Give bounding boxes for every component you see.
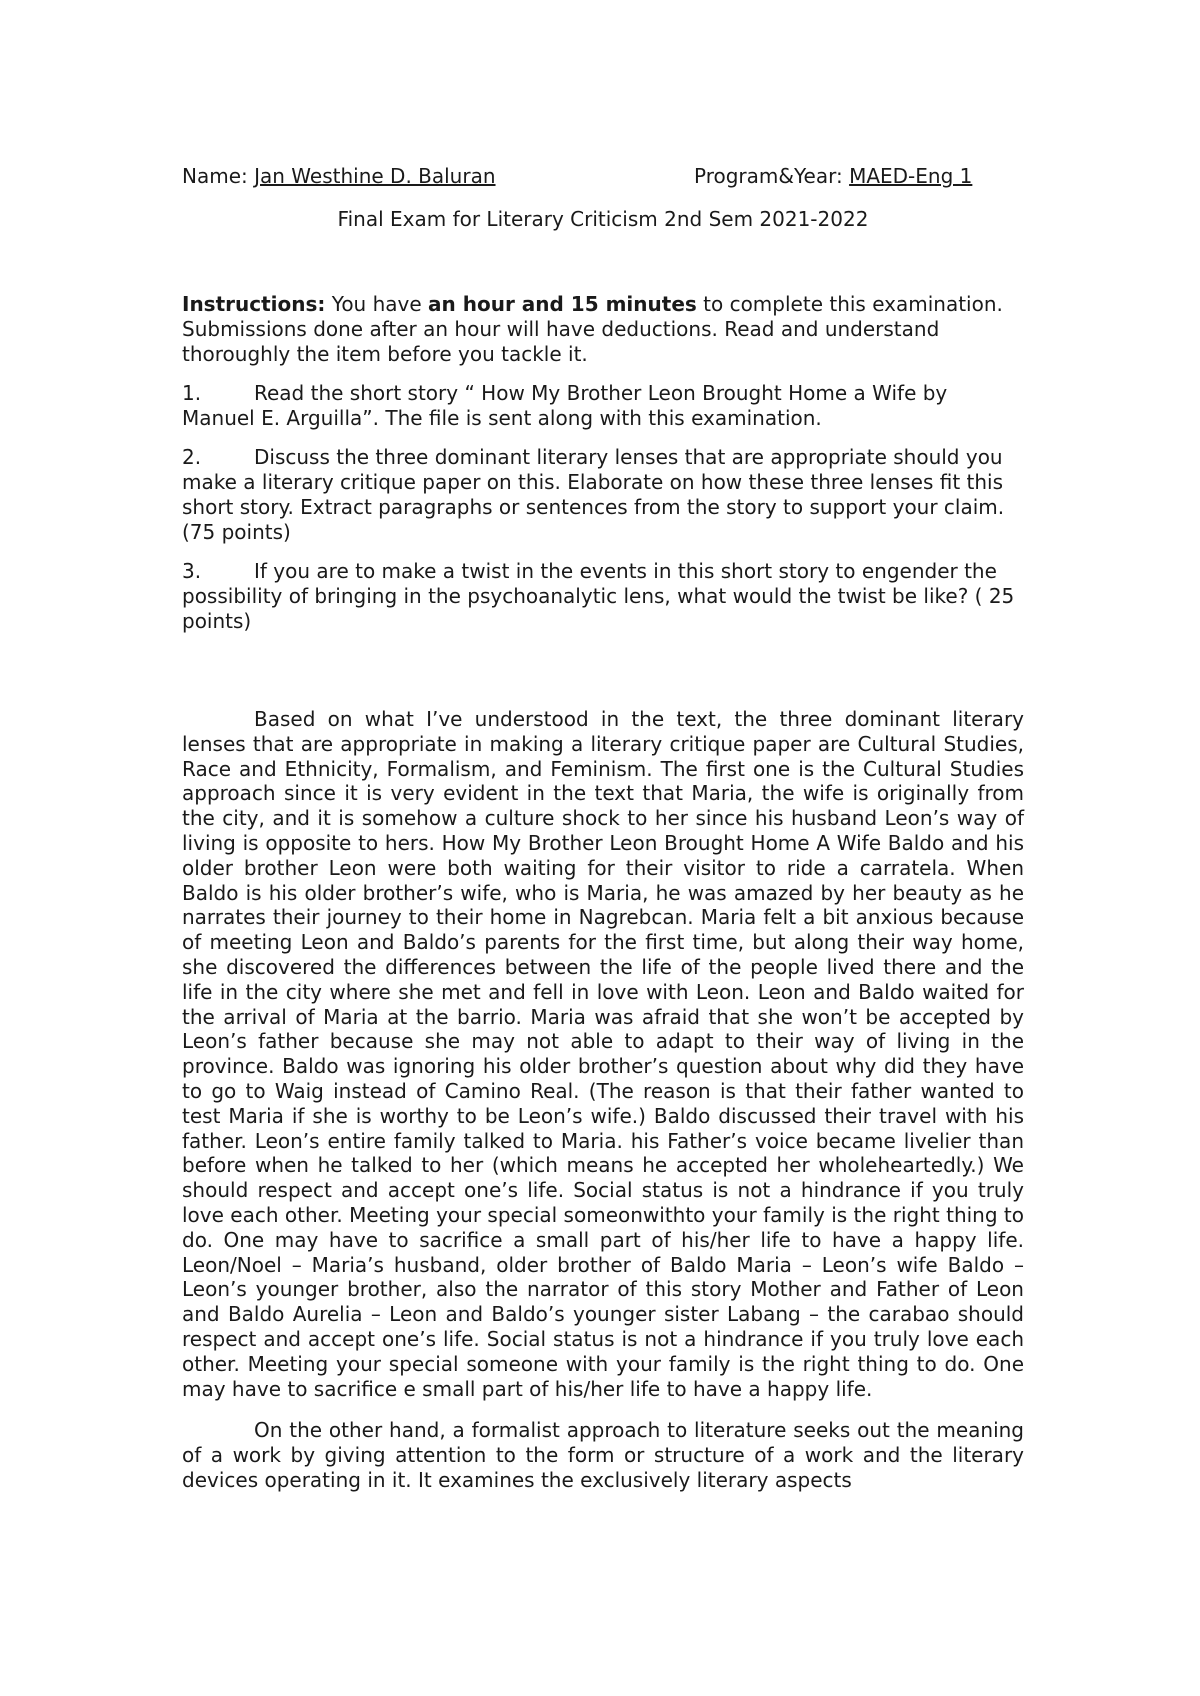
essay-paragraph: Based on what I’ve understood in the text, the three dominant literary lenses that are appropriate in making a literary critique paper are Cultural Studies, Race and Ethnicity, Formalism, and Feminism. The first one is the Cultural Studies approach since it is very evident in the text that Maria, the wife is originally from the city, and it is somehow a culture shock to her since his husband Leon’s way of living is opposite to hers. How My Brother Leon Brought Home A Wife Baldo and his older brother Leon were both waiting for their visitor to ride a carratela. When Baldo is his older brother’s wife, who is Maria, he was amazed by her beauty as he narrates their journey to their home in Nagrebcan. Maria felt a bit anxious because of meeting Leon and Baldo’s parents for the first time, but along their way home, she discovered the differences between the life of the people lived there and the life in the city where she met and fell in love with Leon. Leon and Baldo waited for the arrival of Maria at the barrio. Maria was afraid that she won’t be accepted by Leon’s father because she may not able to adapt to their way of living in the province. Baldo was ignoring his older brother’s question about why did they have to go to Waig instead of Camino Real. (The reason is that their father wanted to test Maria if she is worthy to be Leon’s wife.) Baldo discussed their travel with his father. Leon’s entire family talked to Maria. his Father’s voice became livelier than before when he talked to her (which means he accepted her wholeheartedly.) We should respect and accept one’s life. Social status is not a hindrance if you truly love each other. Meeting your special someonwithto your family is the right thing to do. One may have to sacrifice a small part of his/her life to have a happy life. Leon/Noel – Maria’s husband, older brother of Baldo Maria – Leon’s wife Baldo – Leon’s younger brother, also the narrator of this story Mother and Father of Leon and Baldo Aurelia – Leon and Baldo’s younger sister Labang – the carabao should respect and accept one’s life. Social status is not a hindrance if you truly love each other. Meeting your special someone with your family is the right thing to do. One may have to sacrifice e small part of his/her life to have a happy life. — [182, 707, 1024, 1401]
item-number: 2. — [182, 445, 202, 469]
instructions-text-a: You have — [325, 292, 429, 316]
list-item — [182, 381, 1024, 431]
program-value: MAED-Eng 1 — [849, 164, 973, 188]
item-text: Discuss the three dominant literary lenses that are appropriate should you make a literary critique paper on this. Elaborate on how these three lenses fit this short story. Extract paragraphs or sentences from the story to support your claim. (75 points) — [182, 445, 1005, 544]
name-label: Name: — [182, 164, 255, 188]
essay-paragraph: On the other hand, a formalist approach to literature seeks out the meaning of a work by giving attention to the form or structure of a work and the literary devices operating in it. It examines the exclusively literary aspects — [182, 1418, 1024, 1492]
instructions-label: Instructions: — [182, 292, 326, 316]
instructions-text-b: to complete this examination. Submissions done after an hour will have deductions. Read and understand thoroughly the item before you tackle it. — [182, 292, 1003, 366]
exam-title: Final Exam for Literary Criticism 2nd Sem 2021-2022 — [337, 207, 869, 231]
item-text: Read the short story “ How My Brother Leon Brought Home a Wife by Manuel E. Arguilla”. The file is sent along with this examination. — [182, 381, 948, 430]
essay-answer — [182, 707, 1024, 1510]
header-line — [182, 163, 1024, 189]
instructions-time: an hour and 15 minutes — [428, 292, 697, 316]
list-item — [182, 559, 1024, 634]
instructions-section — [182, 292, 1024, 648]
student-name: Jan Westhine D. Baluran — [254, 164, 496, 188]
program-label: Program&Year: — [694, 164, 850, 188]
instructions-paragraph — [182, 292, 1024, 367]
item-number: 3. — [182, 559, 202, 583]
item-number: 1. — [182, 381, 202, 405]
program-year — [694, 163, 972, 189]
item-text: If you are to make a twist in the events in this short story to engender the possibility of bringing in the psychoanalytic lens, what would the twist be like? ( 25 points) — [182, 559, 1015, 633]
list-item — [182, 445, 1024, 545]
